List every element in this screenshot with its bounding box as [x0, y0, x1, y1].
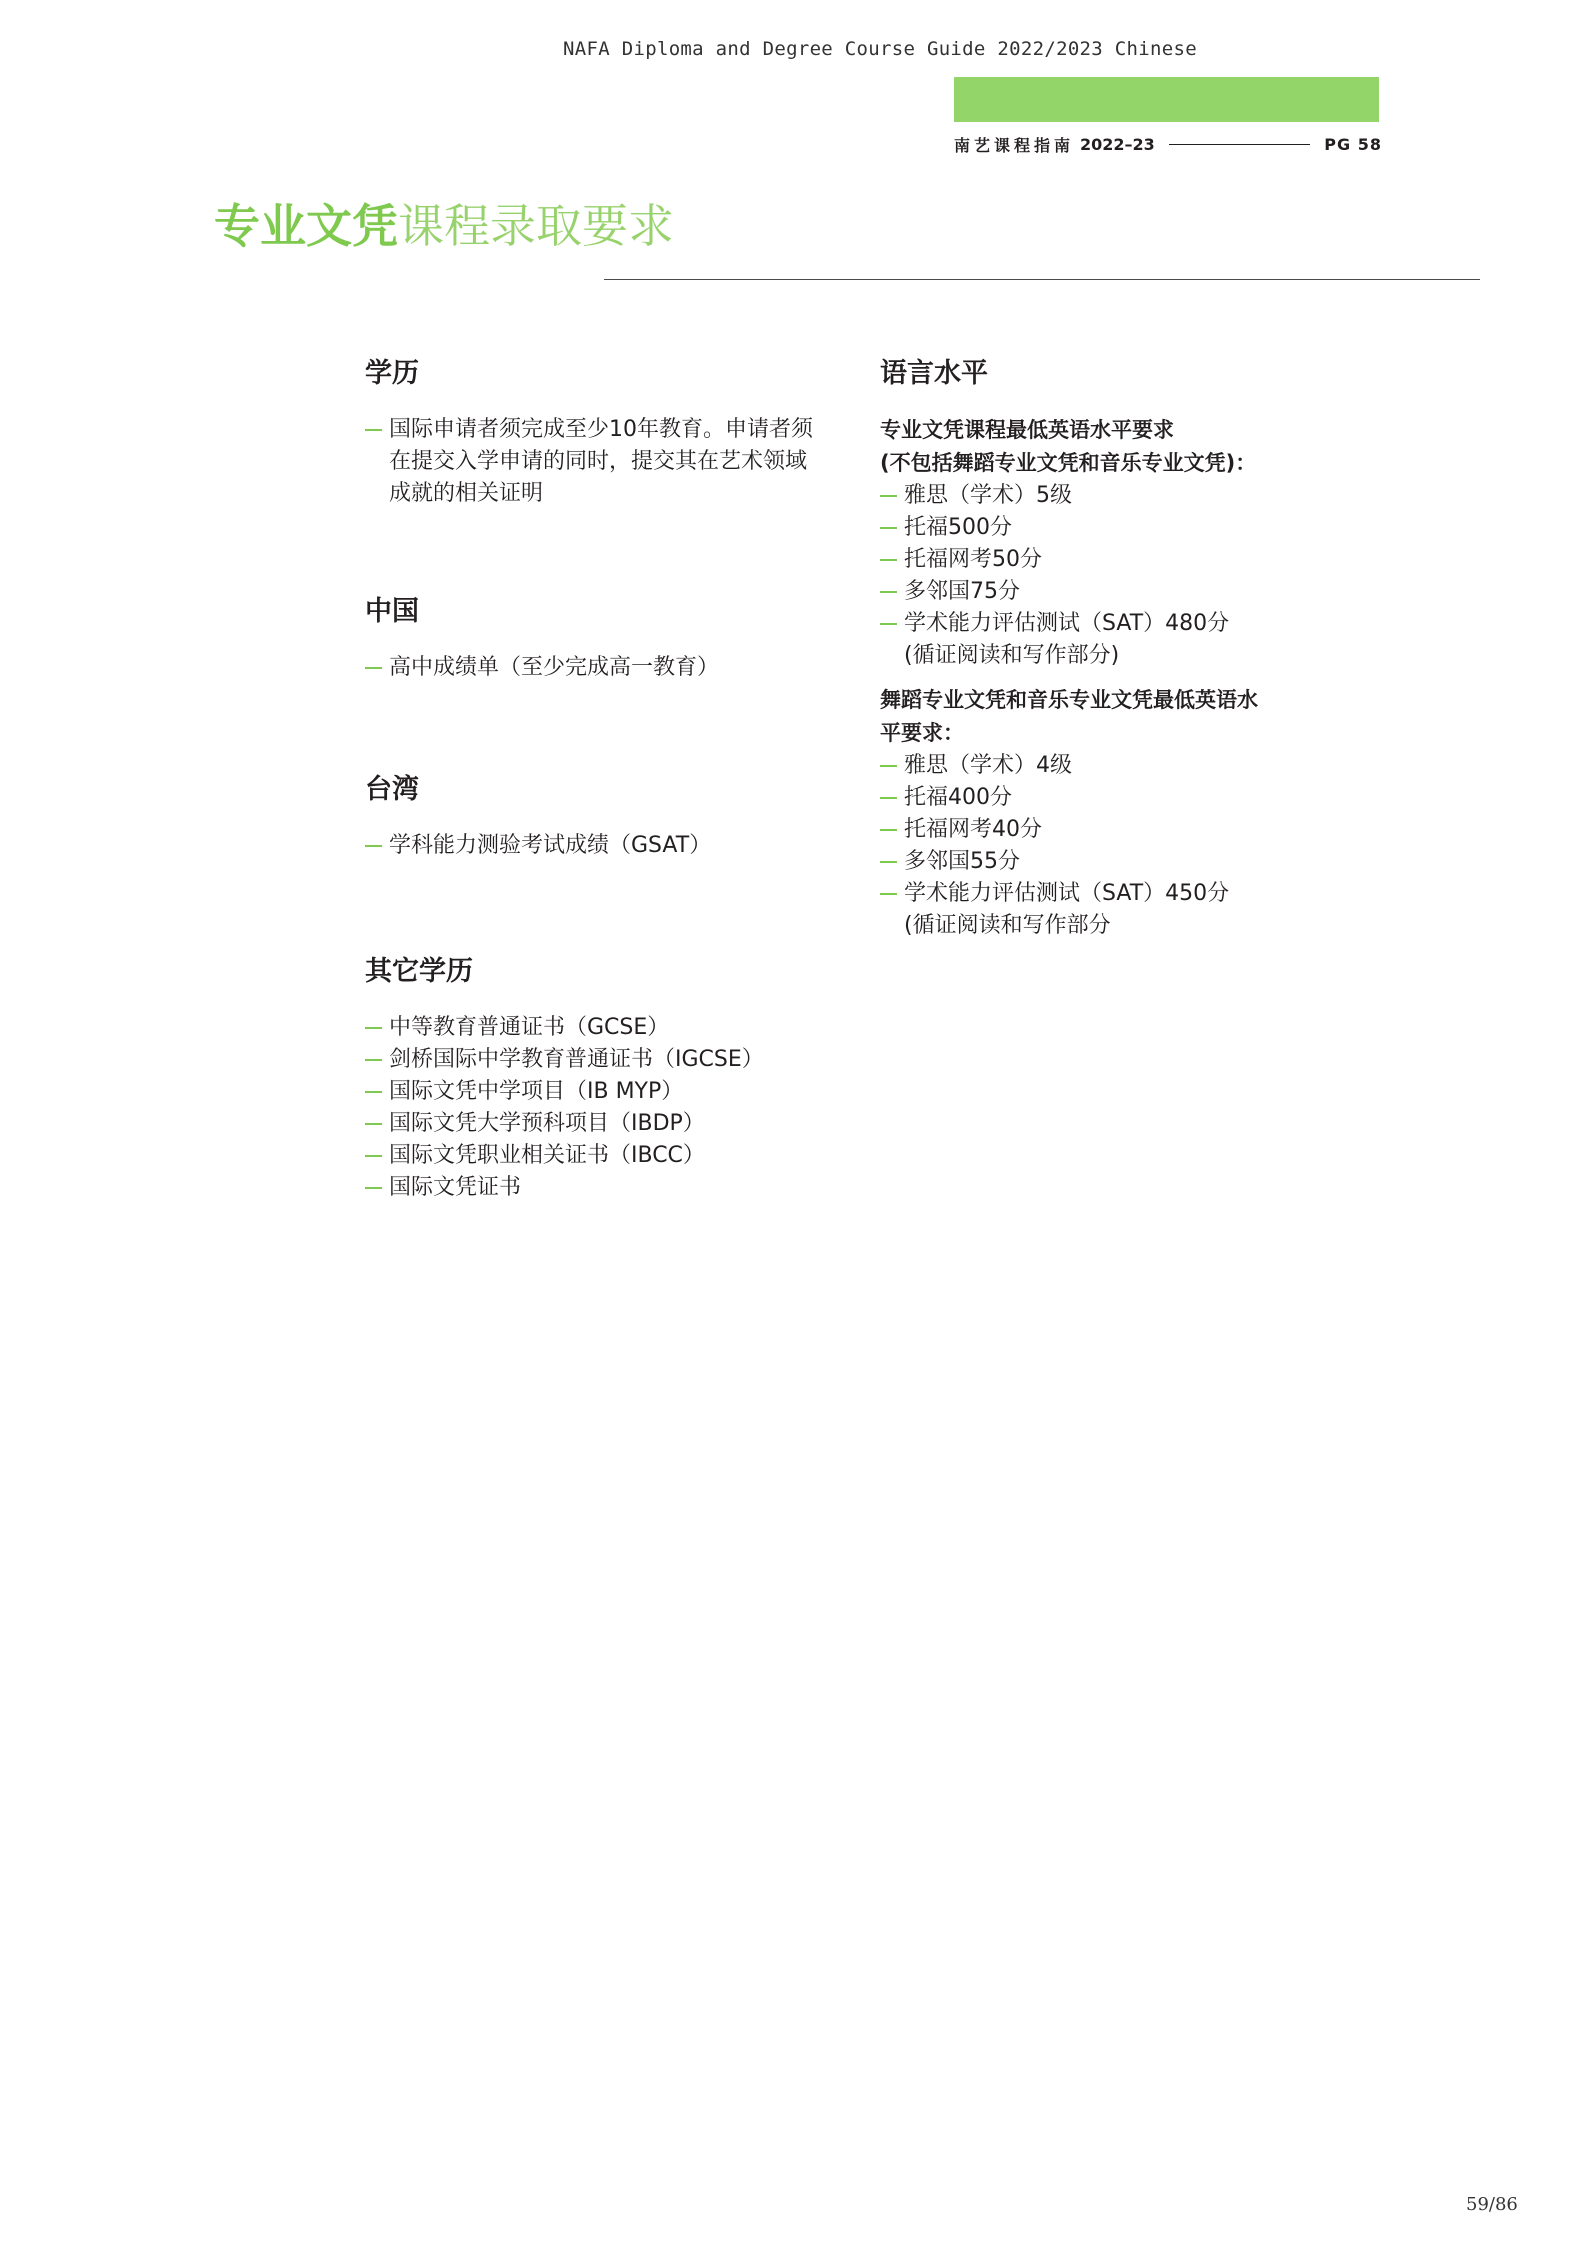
header-accent-bar [954, 77, 1379, 122]
running-header [954, 132, 1382, 156]
dash-bullet-icon [880, 623, 897, 625]
education-list [365, 414, 825, 510]
list-note: (循证阅读和写作部分 [904, 913, 1111, 938]
list-item: 高中成绩单（至少完成高一教育） [365, 652, 835, 684]
page-title-bold: 专业文凭 [214, 199, 398, 253]
dash-bullet-icon [880, 893, 897, 895]
taiwan-list [365, 830, 835, 862]
title-divider [604, 279, 1480, 280]
dash-bullet-icon [880, 829, 897, 831]
china-list [365, 652, 835, 684]
taiwan-heading: 台湾 [365, 774, 419, 805]
dash-bullet-icon [880, 797, 897, 799]
dash-bullet-icon [880, 559, 897, 561]
list-item: 雅思（学术）5级 [880, 480, 1350, 512]
dash-bullet-icon [365, 1059, 382, 1061]
dash-bullet-icon [880, 591, 897, 593]
right-column [880, 352, 1350, 942]
list-item: 剑桥国际中学教育普通证书（IGCSE） [365, 1044, 835, 1076]
dash-bullet-icon [880, 527, 897, 529]
header-rule [1169, 144, 1310, 145]
list-item: 雅思（学术）4级 [880, 750, 1350, 782]
page-label: PG 58 [1324, 134, 1382, 154]
list-item: 中等教育普通证书（GCSE） [365, 1012, 835, 1044]
dash-bullet-icon [365, 667, 382, 669]
group1-title: 专业文凭课程最低英语水平要求 [880, 418, 1174, 442]
group2-subtitle: 平要求： [880, 721, 964, 745]
dash-bullet-icon [365, 845, 382, 847]
dash-bullet-icon [365, 1123, 382, 1125]
list-item: 国际文凭大学预科项目（IBDP） [365, 1108, 835, 1140]
list-item: 国际文凭职业相关证书（IBCC） [365, 1140, 835, 1172]
list-item: 学术能力评估测试（SAT）450分 [880, 878, 1350, 910]
language-heading: 语言水平 [880, 358, 988, 389]
other-education-heading: 其它学历 [365, 956, 473, 987]
other-education-list [365, 1012, 835, 1204]
list-item: 多邻国55分 [880, 846, 1350, 878]
list-item: 多邻国75分 [880, 576, 1350, 608]
dash-bullet-icon [365, 1155, 382, 1157]
dash-bullet-icon [365, 1187, 382, 1189]
dash-bullet-icon [880, 861, 897, 863]
list-note: (循证阅读和写作部分) [904, 643, 1120, 668]
group1-list [880, 480, 1350, 672]
china-heading: 中国 [365, 596, 419, 627]
guide-label: 南艺课程指南 [954, 135, 1075, 155]
dash-bullet-icon [365, 1091, 382, 1093]
group2-title: 舞蹈专业文凭和音乐专业文凭最低英语水 [880, 688, 1258, 712]
page-number: 59/86 [1466, 2194, 1518, 2215]
list-item: 国际文凭证书 [365, 1172, 835, 1204]
left-column [365, 352, 835, 1204]
page-title-light: 课程录取要求 [398, 199, 674, 253]
group2-list [880, 750, 1350, 942]
guide-year: 2022–23 [1080, 134, 1155, 154]
list-item: 托福400分 [880, 782, 1350, 814]
list-item: 托福500分 [880, 512, 1350, 544]
dash-bullet-icon [880, 765, 897, 767]
education-heading: 学历 [365, 358, 419, 389]
group1-subtitle: (不包括舞蹈专业文凭和音乐专业文凭)： [880, 451, 1257, 475]
list-item: 学科能力测验考试成绩（GSAT） [365, 830, 835, 862]
document-title: NAFA Diploma and Degree Course Guide 2022/2023 Chinese [563, 38, 1197, 60]
list-item: 国际申请者须完成至少10年教育。申请者须在提交入学申请的同时，提交其在艺术领域成就的相关证明 [365, 414, 825, 510]
page-title [214, 200, 674, 253]
dash-bullet-icon [365, 1027, 382, 1029]
list-item: 托福网考50分 [880, 544, 1350, 576]
dash-bullet-icon [365, 429, 382, 431]
list-item: 学术能力评估测试（SAT）480分 [880, 608, 1350, 640]
list-item: 国际文凭中学项目（IB MYP） [365, 1076, 835, 1108]
dash-bullet-icon [880, 495, 897, 497]
list-item: 托福网考40分 [880, 814, 1350, 846]
